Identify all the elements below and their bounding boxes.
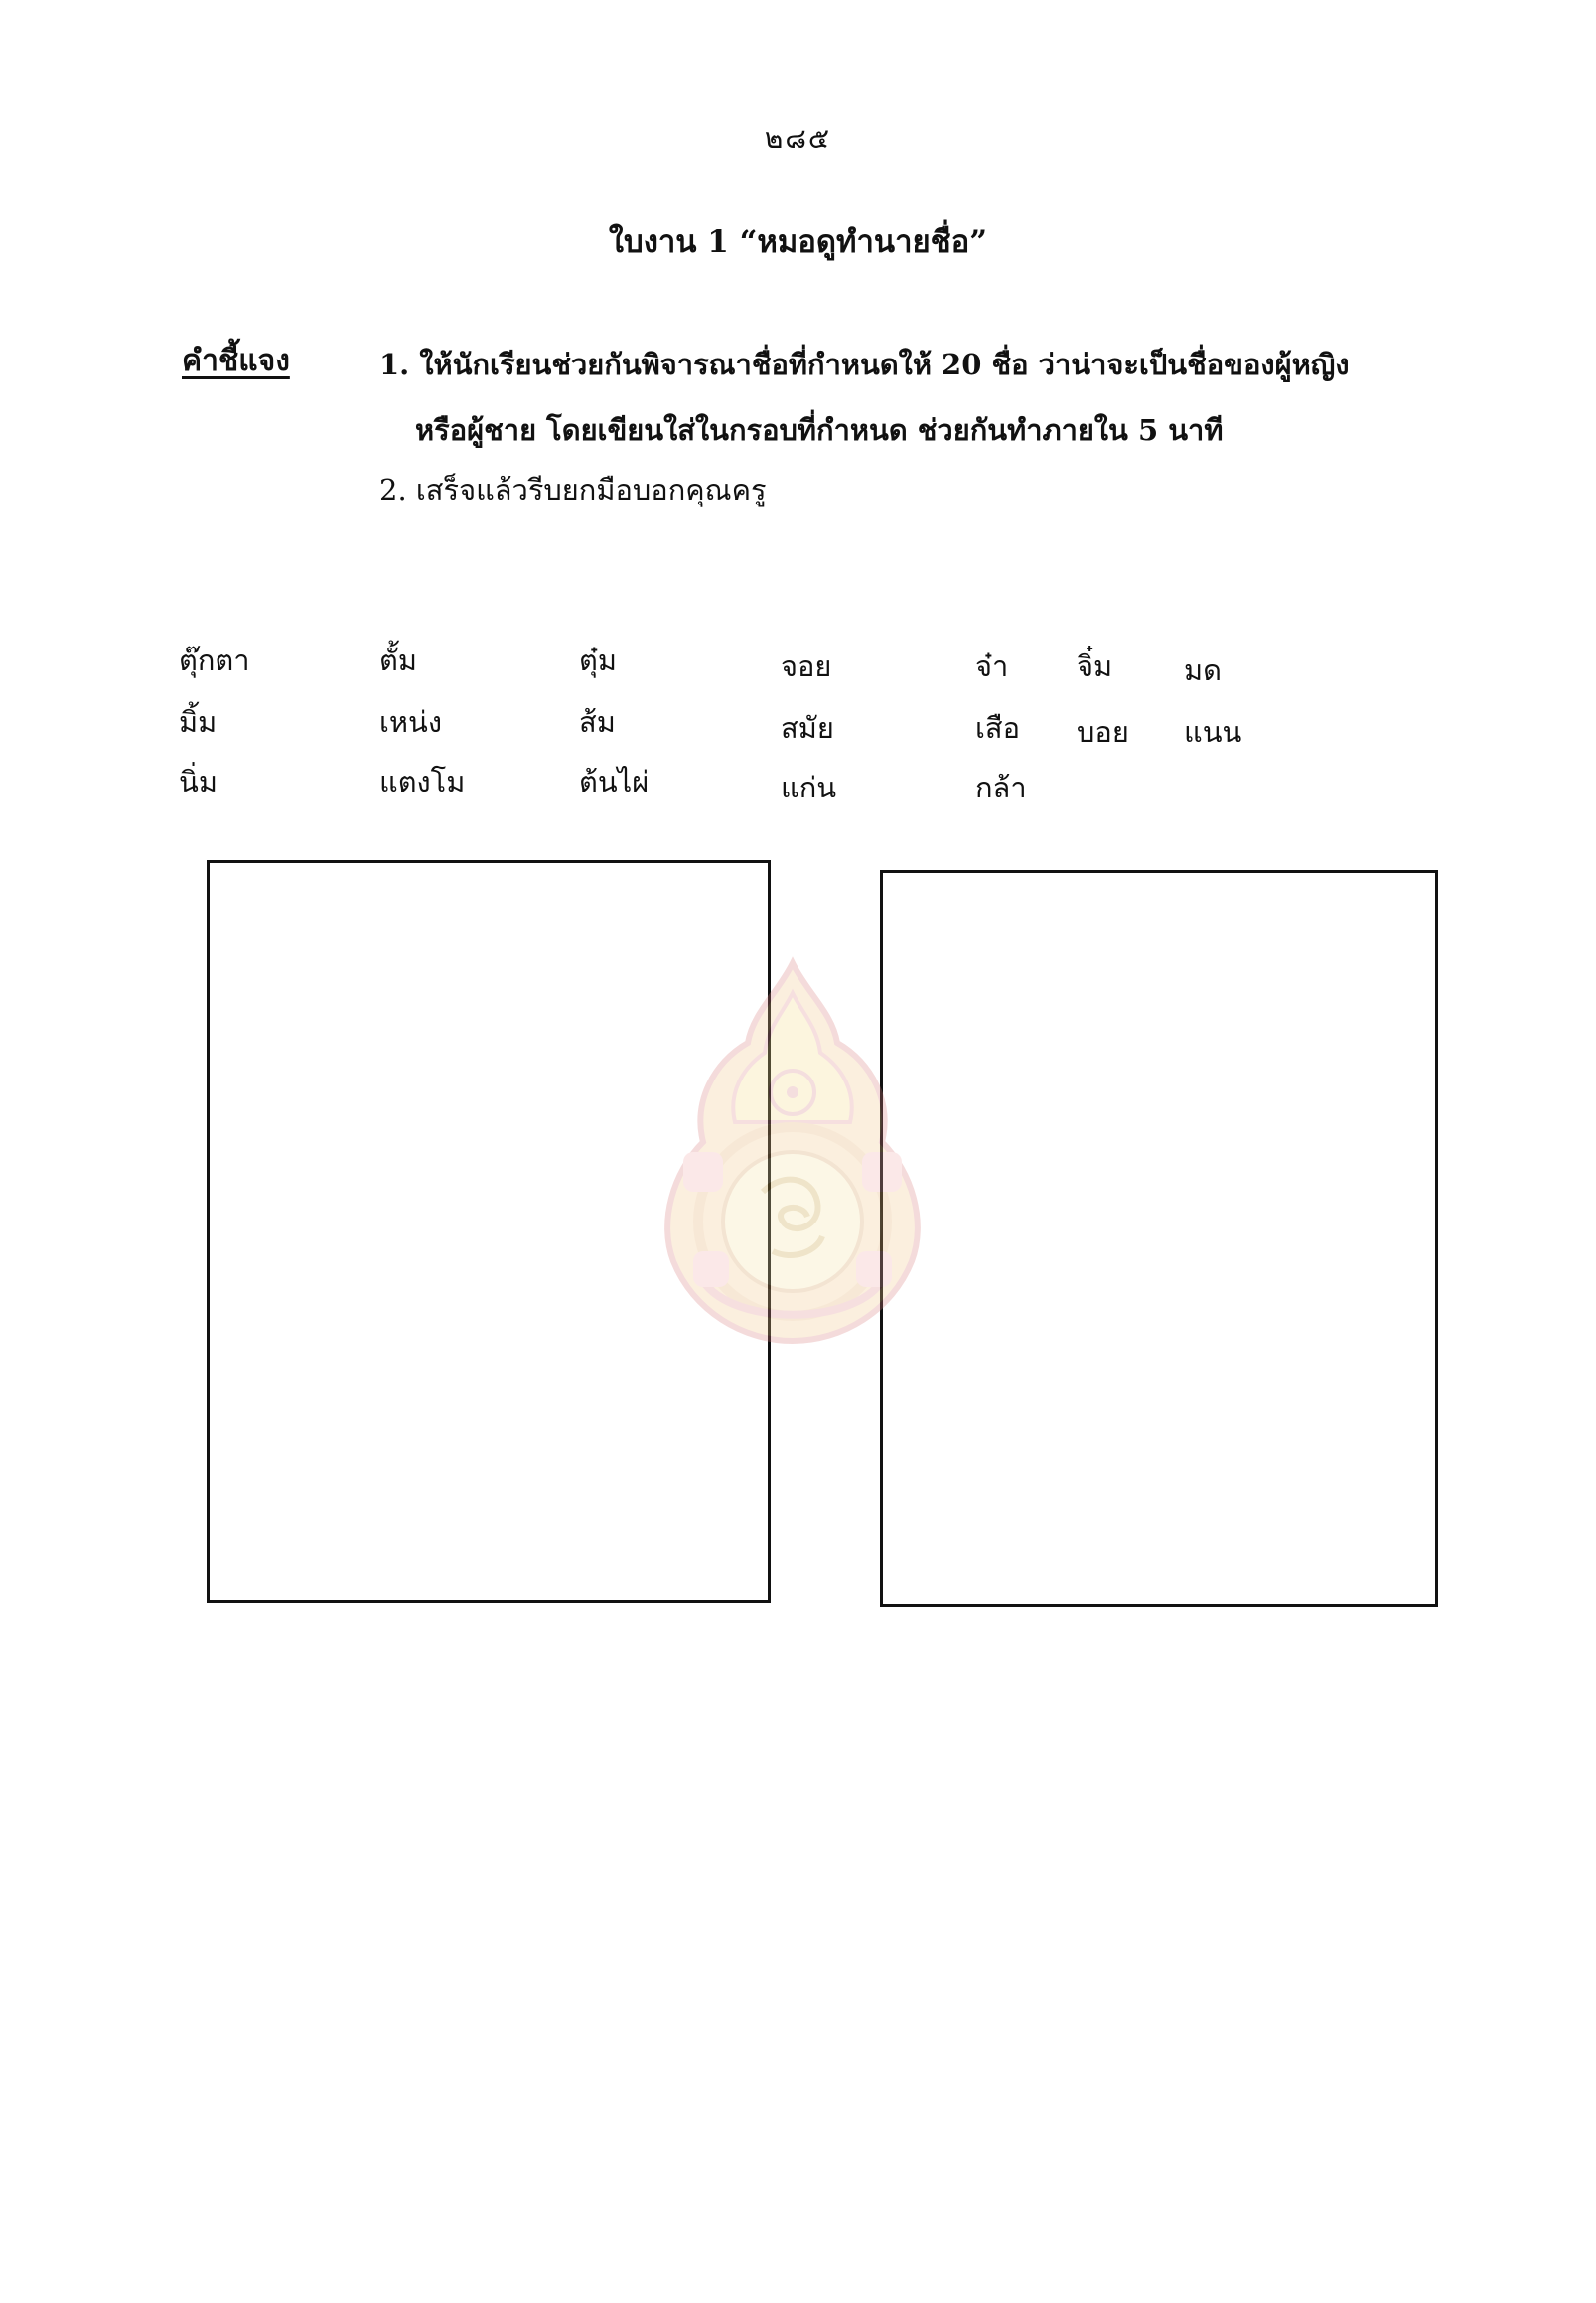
name-word: แก่น (781, 771, 837, 804)
instruction-item-2: 2. เสร็จแล้วรีบยกมือบอกคุณครู (379, 473, 767, 506)
name-word: แตงโม (379, 765, 466, 798)
name-word: จิ๋ม (1077, 649, 1113, 683)
name-word: มิ้ม (179, 705, 218, 739)
instruction-item-1-continued: หรือผู้ชาย โดยเขียนใส่ในกรอบที่กำหนด ช่วยกันทำภายใน 5 นาที (415, 413, 1224, 447)
answer-box-right (880, 870, 1438, 1607)
name-word: เหน่ง (379, 705, 443, 739)
name-word: ตุ๋ม (579, 644, 617, 677)
name-word: บอย (1077, 715, 1129, 749)
name-word: ตั้ม (379, 644, 417, 677)
name-word: แนน (1184, 715, 1242, 749)
name-word: กล้า (975, 771, 1027, 804)
name-word: นิ่ม (179, 765, 218, 798)
name-word: มด (1184, 653, 1222, 687)
name-word: จอย (781, 649, 832, 683)
name-word: จ๋า (975, 649, 1009, 683)
answer-box-left (207, 860, 771, 1603)
worksheet-title: ใบงาน 1 “หมอดูทำนายชื่อ” (608, 224, 988, 260)
instruction-item-1: 1. ให้นักเรียนช่วยกันพิจารณาชื่อที่กำหนดให้ 20 ชื่อ ว่าน่าจะเป็นชื่อของผู้หญิง (379, 348, 1350, 381)
name-word: ส้ม (579, 705, 616, 739)
instructions-label: คำชี้แจง (182, 344, 290, 378)
page-number: ๒๘๕ (764, 122, 832, 155)
name-word: ต้นไผ่ (579, 765, 650, 798)
name-word: เสือ (975, 711, 1021, 745)
name-word: ตุ๊กตา (179, 644, 250, 677)
name-word: สมัย (781, 711, 834, 745)
